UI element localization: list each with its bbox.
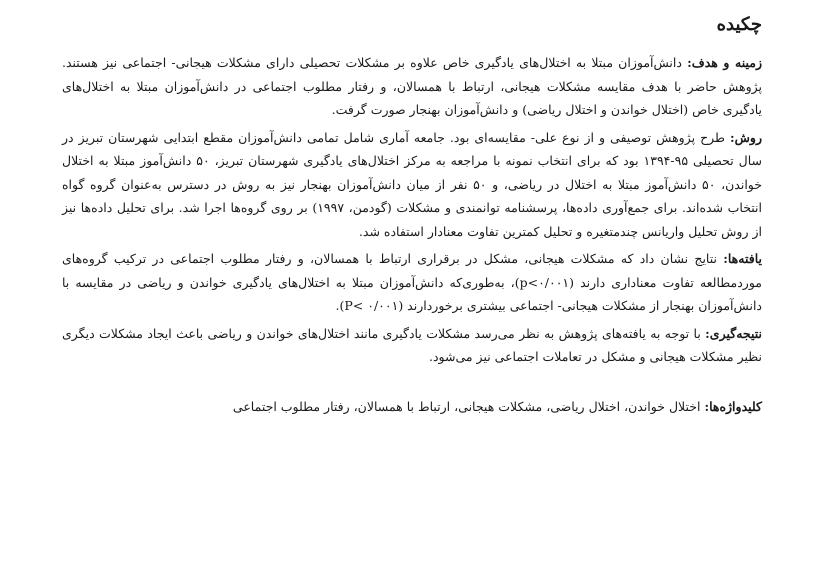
findings-heading: یافته‌ها:	[723, 251, 762, 266]
abstract-page	[62, 14, 762, 422]
keywords-heading: کلیدواژه‌ها:	[704, 398, 762, 414]
method-heading: روش:	[730, 129, 762, 145]
keywords-paragraph	[62, 395, 762, 419]
background-heading: زمینه و هدف:	[687, 55, 762, 70]
background-text: دانش‌آموزان مبتلا به اختلال‌های یادگیری خاص علاوه بر مشکلات تحصیلی دارای مشکلات هیجانی- اجتماعی نیز هستند. پژوهش حاضر با هدف مقایسه مشکلات هیجانی، ارتباط با همسالان، و رفتار مطلوب اجتماعی در دانش‌آموزان مبتلا به اختلال‌های یادگیری خاص (اختلال خواندن و اختلال ریاضی) و دانش‌آموزان بهنجار صورت گرفت.	[62, 55, 762, 117]
findings-paragraph	[62, 247, 762, 318]
findings-text: نتایج نشان داد که مشکلات هیجانی، مشکل در برقراری ارتباط با همسالان، و رفتار مطلوب اجتماعی در ترکیب گروه‌های موردمطالعه تفاوت معناداری دارند (p<۰/۰۰۱)، به‌طوری‌که دانش‌آموزان مبتلا به اختلال‌های یادگیری خواندن و ریاضی در مقایسه با دانش‌آموزان بهنجار از مشکلات هیجانی- اجتماعی بیشتری برخوردارند (P< ۰/۰۰۱).	[62, 251, 762, 313]
conclusion-heading: نتیجه‌گیری:	[705, 325, 762, 341]
conclusion-paragraph	[62, 322, 762, 369]
abstract-title: چکیده	[716, 14, 762, 35]
method-paragraph	[62, 126, 762, 244]
conclusion-text: با توجه به یافته‌های پژوهش به نظر می‌رسد مشکلات یادگیری مانند اختلال‌های خواندن و ریاضی باعث ایجاد مشکلات دیگری نظیر مشکلات هیجانی و مشکل در تعاملات اجتماعی نیز می‌شود.	[62, 325, 762, 364]
keywords-text: اختلال خواندن، اختلال ریاضی، مشکلات هیجانی، ارتباط با همسالان، رفتار مطلوب اجتماعی	[232, 398, 701, 414]
method-text: طرح پژوهش توصیفی و از نوع علی- مقایسه‌ای بود. جامعه آماری شامل تمامی دانش‌آموزان مقطع ابتدایی شهرستان تبریز در سال تحصیلی ۹۵-۱۳۹۴ بود که برای انتخاب نمونه با مراجعه به مرکز اختلال‌های یادگیری شهرستان تبریز، ۵۰ دانش‌آموز مبتلا به اختلال خواندن، ۵۰ دانش‌آموز مبتلا به اختلال در ریاضی، و ۵۰ نفر از میان دانش‌آموزان بهنجار نیز به روش در دسترس به‌عنوان گروه گواه انتخاب شده‌اند. برای جمع‌آوری داده‌ها، پرسشنامه توانمندی و مشکلات (گودمن، ۱۹۹۷) بر روی گروه‌ها اجرا شد. برای تحلیل داده‌ها نیز از روش تحلیل واریانس چندمتغیره و تحلیل کمترین تفاوت معنادار استفاده شد.	[62, 129, 762, 239]
background-paragraph	[62, 51, 762, 122]
